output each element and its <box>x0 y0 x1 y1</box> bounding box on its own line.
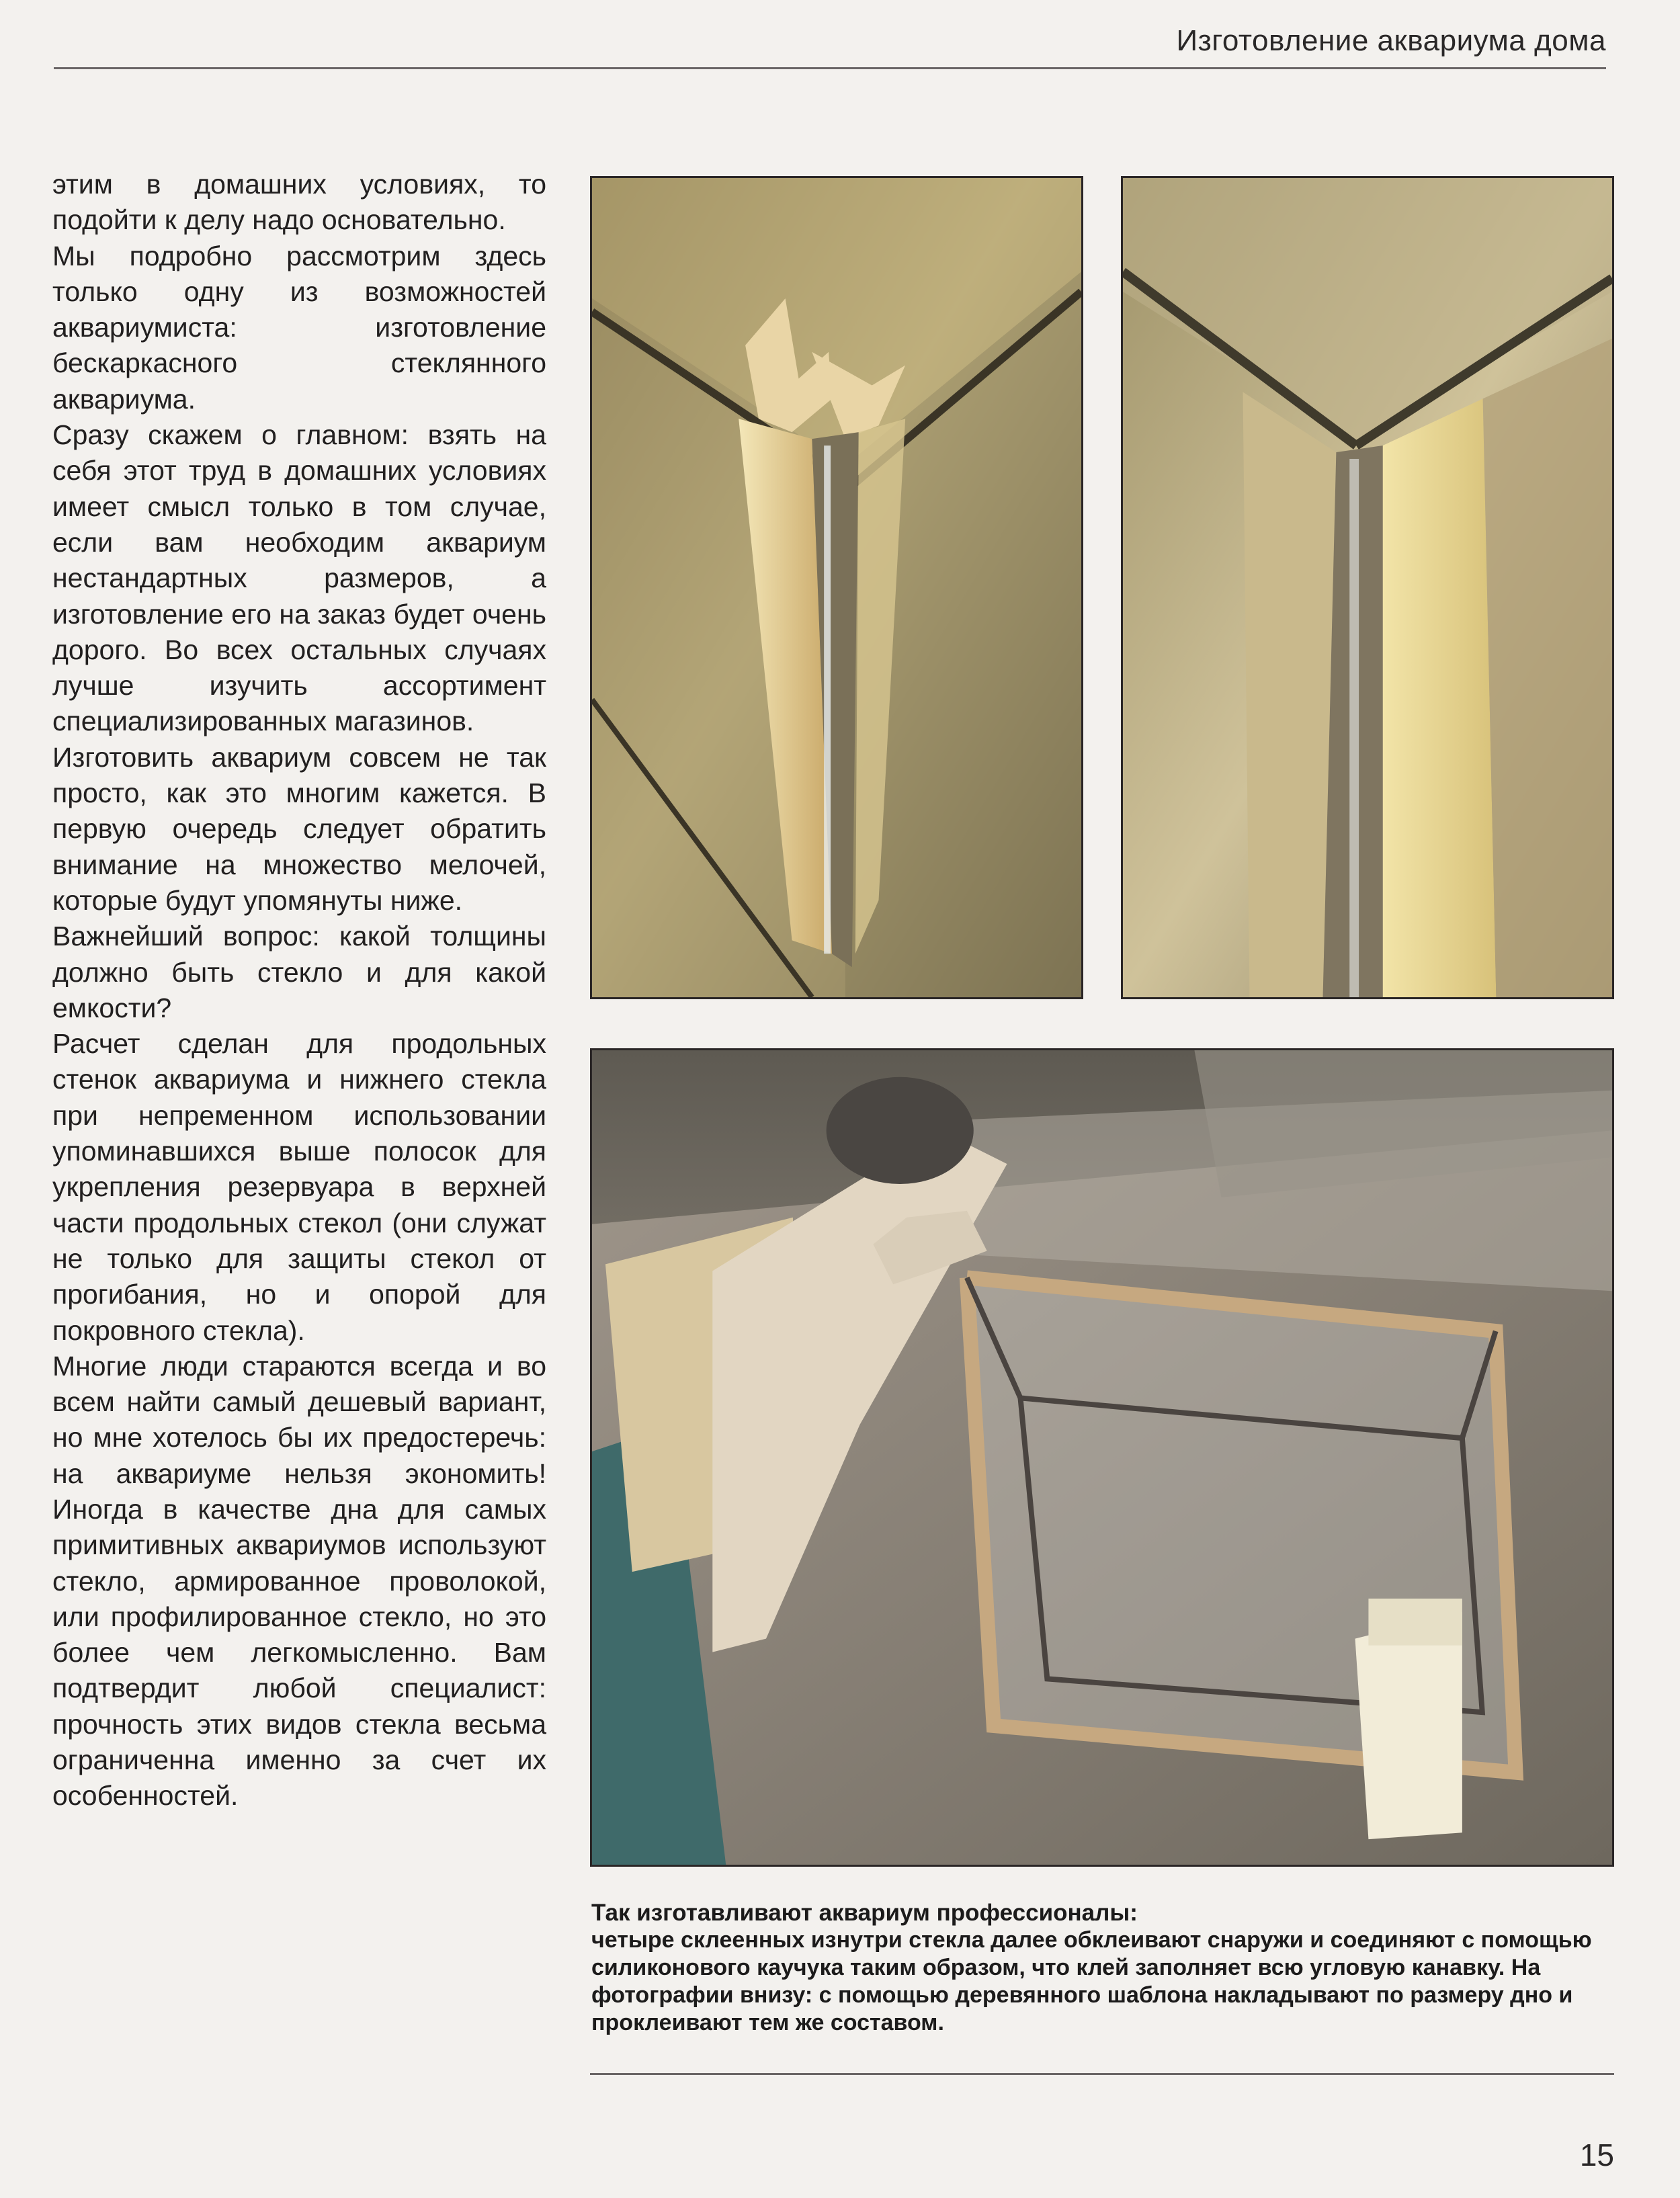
photo-caption <box>591 1899 1613 2037</box>
body-paragraph: этим в домашних условиях, то подойти к делу надо основательно. <box>52 169 546 236</box>
body-paragraph: Сразу скажем о главном: взять на себя этот труд в домашних условиях имеет смысл только в том случае, если вам необходим аквариум нестандартных размеров, а изготовление его на заказ будет очень дорого. Во всех остальных случаях лучше изучить ассортимент специализированных магазинов. <box>52 419 546 737</box>
body-paragraph: Изготовить аквариум совсем не так просто, как это многим кажется. В первую очередь следует обратить внимание на множество мелочей, которые будут упомянуты ниже. <box>52 741 546 916</box>
photo-glass-corner-finished <box>1121 176 1614 999</box>
running-head: Изготовление аквариума дома <box>1176 24 1606 57</box>
page-number: 15 <box>1579 2138 1614 2172</box>
body-paragraph: Расчет сделан для продольных стенок аквариума и нижнего стекла при непременном использовании упоминавшихся выше полосок для укрепления резервуара в верхней части продольных стекол (они служат не только для защиты стекол от прогибания, но и опорой для покровного стекла). <box>52 1028 546 1346</box>
caption-title: Так изготавливают аквариум профессионалы: <box>591 1900 1138 1926</box>
body-paragraph: Многие люди стараются всегда и во всем найти самый дешевый вариант, но мне хотелось бы их предостеречь: на аквариуме нельзя экономить! Иногда в качестве дна для самых примитивных аквариумов используют стекло, армированное проволокой, или профилированное стекло, но это более чем легкомысленно. Вам подтвердит любой специалист: прочность этих видов стекла весьма ограниченна именно за счет их особенностей. <box>52 1350 546 1812</box>
header-rule <box>54 67 1606 69</box>
photo-glass-corner-taped-illustration <box>592 178 1081 997</box>
photo-glass-corner-taped <box>590 176 1083 999</box>
caption-text: четыре склеенных изнутри стекла далее обклеивают снаружи и соединяют с помощью силиконового каучука таким образом, что клей заполняет всю угловую канавку. На фотографии внизу: с помощью деревянного шаблона накладывают по размеру дно и проклеивают тем же составом. <box>591 1927 1592 2035</box>
body-paragraph: Важнейший вопрос: какой толщины должно быть стекло и для какой емкости? <box>52 921 546 1023</box>
body-paragraph: Мы подробно рассмотрим здесь только одну из возможностей аквариумиста: изготовление бескаркасного стеклянного аквариума. <box>52 240 546 415</box>
caption-rule <box>590 2073 1614 2075</box>
photo-aquarium-assembly <box>590 1048 1614 1867</box>
photo-aquarium-assembly-illustration <box>592 1050 1612 1865</box>
body-text-column <box>52 167 546 1814</box>
photo-glass-corner-finished-illustration <box>1123 178 1612 997</box>
